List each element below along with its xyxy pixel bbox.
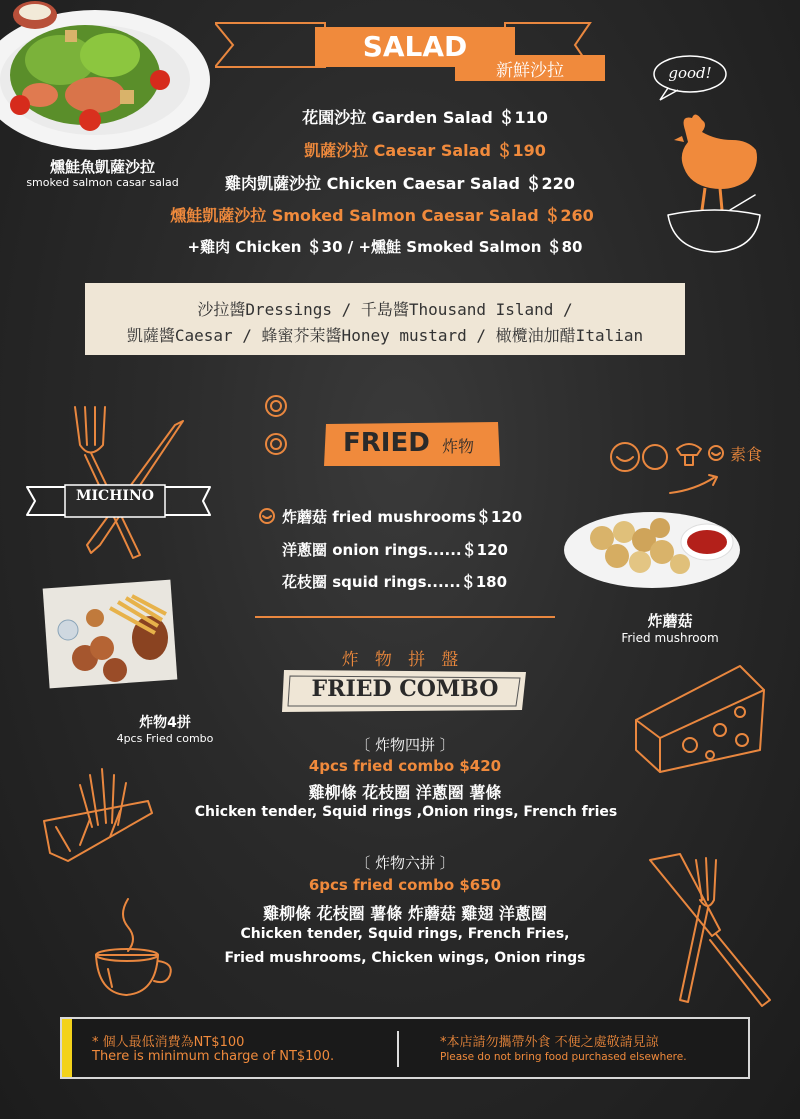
dressings-line-2: 凱薩醬Caesar / 蜂蜜芥茉醬Honey mustard / 橄欖油加醋Italian bbox=[126, 326, 644, 345]
combo-photo-caption-en: 4pcs Fried combo bbox=[116, 732, 214, 745]
fork-knife-icon bbox=[25, 405, 215, 565]
fried-mushroom-caption-en: Fried mushroom bbox=[621, 631, 719, 645]
footer-no-outside-food-zh: *本店請勿攜帶外食 不便之處敬請見諒 bbox=[440, 1035, 659, 1050]
combo-four-en: Chicken tender, Squid rings ,Onion rings, French fries bbox=[194, 804, 618, 820]
salad-title: SALAD bbox=[362, 30, 468, 63]
combo-heading-zh: 炸 物 拼 盤 bbox=[341, 650, 459, 670]
fried-mushroom-photo bbox=[562, 500, 742, 590]
footer-min-charge-zh: * 個人最低消費為NT$100 bbox=[92, 1035, 245, 1050]
fried-title-zh: 炸物 bbox=[442, 437, 475, 456]
salad-photo-caption-en: smoked salmon casar salad bbox=[26, 176, 179, 189]
fried-mushroom-caption-zh: 炸蘑菇 bbox=[647, 612, 693, 630]
salad-item-chicken-caesar: 雞肉凱薩沙拉 Chicken Caesar Salad ＄220 bbox=[225, 174, 575, 193]
combo-six-en-2: Fried mushrooms, Chicken wings, Onion rings bbox=[224, 950, 586, 966]
footer-min-charge-en: There is minimum charge of NT$100. bbox=[92, 1049, 335, 1064]
salad-addons: +雞肉 Chicken ＄30 / +燻鮭 Smoked Salmon ＄80 bbox=[187, 238, 583, 256]
onion-ring-doodle-icon bbox=[258, 392, 298, 462]
fried-item-squid-rings: 花枝圈 squid rings......＄180 bbox=[282, 573, 508, 591]
combo-four-zh: 雞柳條 花枝圈 洋蔥圈 薯條 bbox=[308, 783, 502, 802]
dressings-box bbox=[85, 283, 685, 355]
knife-fork-right-icon bbox=[640, 850, 780, 1010]
combo-four-label: 〔 炸物四拼 〕 bbox=[355, 736, 455, 754]
mushroom-bullet-icon bbox=[258, 507, 276, 525]
footer-divider bbox=[397, 1031, 399, 1067]
coffee-cup-doodle-icon bbox=[88, 895, 178, 1005]
footer-accent-bar bbox=[62, 1019, 72, 1077]
section-divider bbox=[255, 616, 555, 618]
combo-six-en-1: Chicken tender, Squid rings, French Fries, bbox=[240, 926, 570, 942]
salad-item-caesar: 凱薩沙拉 Caesar Salad ＄190 bbox=[304, 141, 546, 160]
dressings-line-1: 沙拉醬Dressings / 千島醬Thousand Island / bbox=[197, 300, 573, 319]
fried-item-onion-rings: 洋蔥圈 onion rings......＄120 bbox=[282, 541, 508, 559]
fried-item-mushrooms: 炸蘑菇 fried mushrooms＄120 bbox=[282, 508, 523, 526]
good-label: good! bbox=[668, 64, 712, 82]
salad-photo-caption-zh: 燻鮭魚凱薩沙拉 bbox=[49, 158, 155, 176]
salad-item-smoked-salmon: 燻鮭凱薩沙拉 Smoked Salmon Caesar Salad ＄260 bbox=[170, 206, 594, 225]
french-fries-doodle-icon bbox=[40, 765, 160, 865]
salad-subtitle: 新鮮沙拉 bbox=[496, 61, 564, 81]
fried-combo-photo bbox=[40, 578, 180, 690]
combo-six-price: 6pcs fried combo $650 bbox=[308, 876, 502, 894]
veg-mushroom-icon bbox=[707, 444, 725, 462]
fried-title: FRIED bbox=[343, 428, 430, 458]
footer-no-outside-food-en: Please do not bring food purchased elsewhere. bbox=[440, 1051, 687, 1063]
combo-four-price: 4pcs fried combo $420 bbox=[308, 757, 502, 775]
combo-six-label: 〔 炸物六拼 〕 bbox=[355, 854, 455, 872]
salad-item-garden: 花園沙拉 Garden Salad ＄110 bbox=[302, 108, 548, 127]
combo-photo-caption-zh: 炸物4拼 bbox=[139, 715, 191, 731]
combo-heading-en: FRIED COMBO bbox=[311, 676, 499, 702]
michino-label: MICHINO bbox=[76, 488, 154, 504]
combo-six-zh: 雞柳條 花枝圈 薯條 炸蘑菇 雞翅 洋蔥圈 bbox=[263, 904, 547, 923]
vegetarian-label: 素食 bbox=[730, 445, 763, 464]
footer-box bbox=[60, 1017, 750, 1079]
